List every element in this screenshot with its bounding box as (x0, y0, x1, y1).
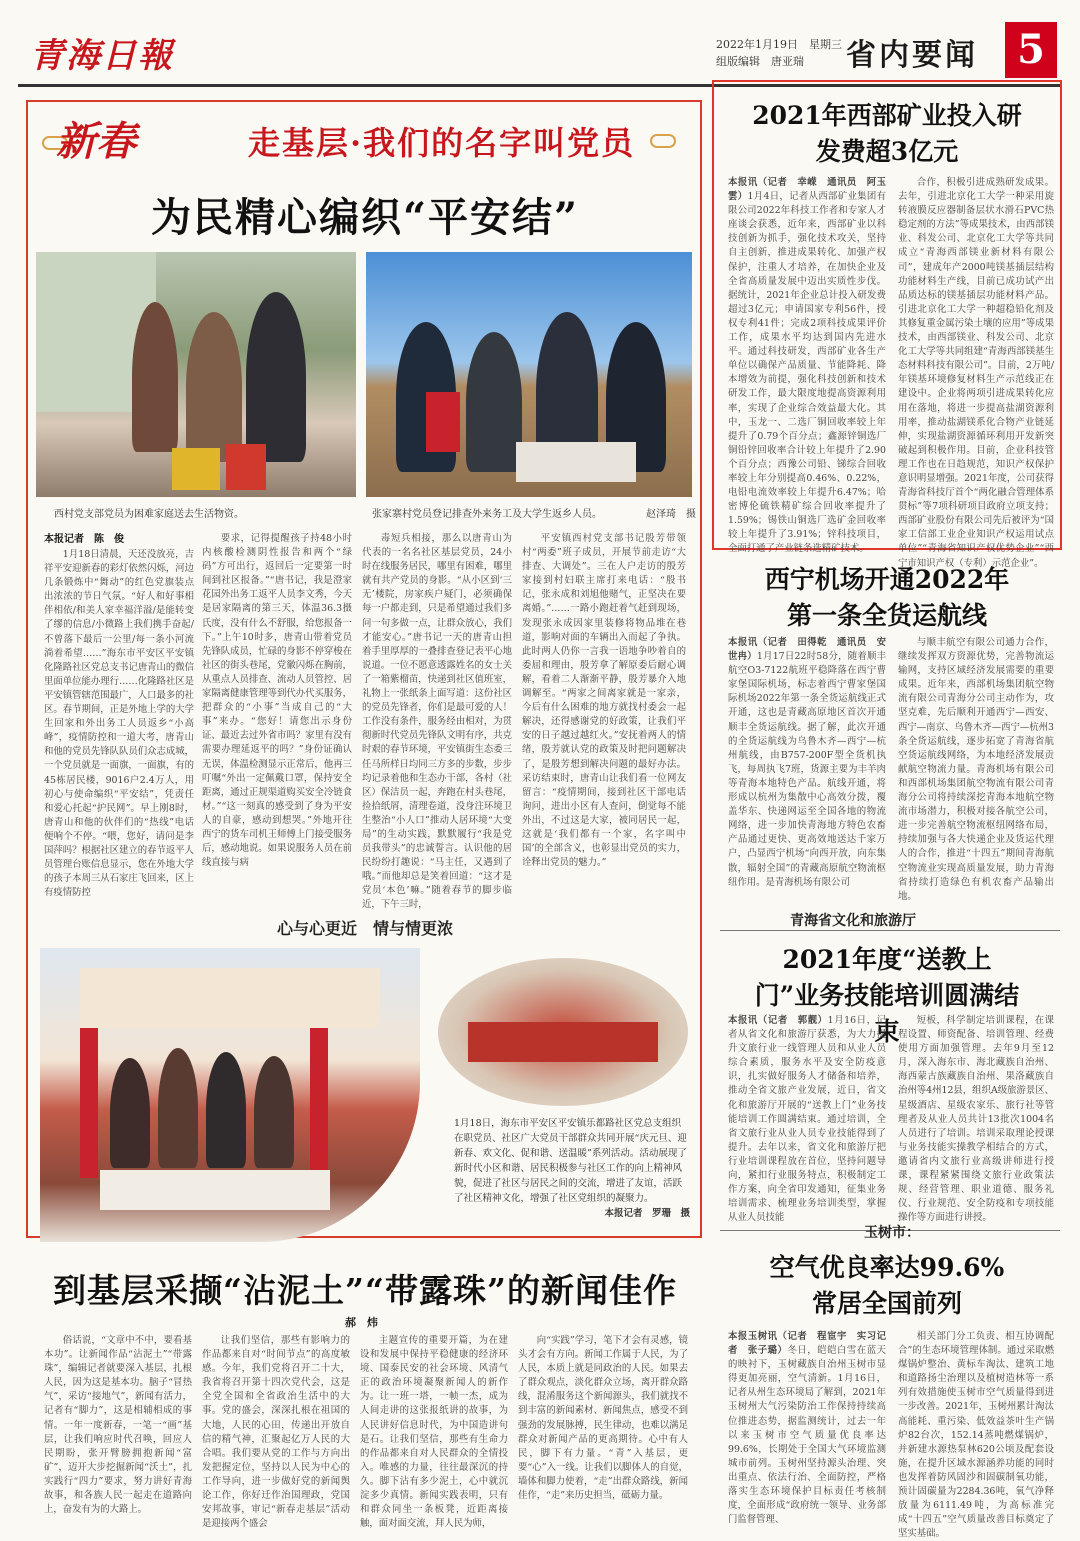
right2-byline: 本报讯（记者 田得乾 通讯员 安世冉） (728, 637, 886, 663)
paragraph: 俗话说，“文章中不中，要看基本功”。让新闻作品“沾泥土”“带露珠”，编辑记者就要深入基层，扎根人民，因为这是基本功。脑子“冒热气”，采访“接地气”，新闻有活力，记者有“脚力”，这是相辅相成的事情。一年一度新春，一笔一“画”基层，让我们响应时代召唤，回应人民期盼，张开臂膀拥抱新闻“富矿”，迈开大步挖掘新闻“沃土”，扎实践行“四力”要求，努力讲好青海故事，和各族人民一起走在道路向上，奋发有为的大路上。 (44, 1335, 192, 1516)
newspaper-logo: 青海日報 (30, 36, 174, 76)
photo-person (186, 312, 242, 462)
photo-person (158, 1048, 198, 1168)
story3-author: 郝 炜 (345, 1316, 378, 1329)
right1-headline: 2021年西部矿业投入研发费超3亿元 (752, 101, 1022, 166)
photo-couplet (310, 1028, 328, 1178)
photo-gift-box (172, 448, 220, 490)
photo-person (254, 1056, 294, 1168)
story1-column (44, 548, 194, 900)
photo-community-event (40, 948, 420, 1242)
paragraph: 主题宣传的重要开篇，为在建设和发展中保持平稳健康的经济环境、国泰民安的社会环境、风清气正的政治环境凝聚新闻人的新作为。让一班一塔，一帧一杰，成为人间走讲的这张报纸讲的故事，为人民讲好信息时代，为中国造讲句是石。让我们坚信，那些有生命力的作品都来自对人民群众的全情投入。唯感的力量，往往最深沉的持久。脚下沾有多少泥土，心中就沉淀多少真情。新闻实践表明，只有和群众同坐一条板凳，近距离接触，面对面交流，拜人民为师， (360, 1335, 508, 1530)
photo-calligraphy (438, 958, 688, 1106)
photo-gift-delivery (36, 252, 356, 497)
photo-person (206, 1052, 246, 1168)
photo-table (516, 442, 636, 482)
right4-kicker: 玉树市： (864, 1225, 920, 1241)
photo-registration (366, 252, 692, 497)
photo-person (110, 1058, 150, 1168)
right3-headline: 2021年度“送教上门”业务技能培训圆满结束 (754, 945, 1020, 1046)
paragraph: 让我们坚信，那些有影响力的作品都来自对“时间节点”的高度敏感。今年，我们党将召开二十大，我省将召开第十四次党代会，这是全党全国和全省政治生活中的大事。党的盛会，深深扎根在祖国的大地，人民的心田，传递出开放自信的精气神，汇聚起亿万人民的大合唱。我们要从党的工作与方向出发把握定位，坚持以人民为中心的工作导向，进一步做好党的新闻舆论工作，你好迁作治国理政，党国安邦故事，审记“新春走基层”活动是迎接两个盛会 (202, 1335, 350, 1530)
paragraph: 冬日，皑皑白雪在蓝天的映衬下，玉树藏族自治州玉树市显得更加亮丽，空气清新。1月16日，记者从州生态环境局了解到，2021年玉树州大气污染防治工作保持持续高位推进态势，据监测统计，过去一年以来玉树市空气质量优良率达99.6%，长期处于全国大气环境监测城市前列。玉树州坚持源头治理、突出重点、依法行治、全面防控，严格落实生态环境保护目标责任考核制度，全面形成“政府统一领导、业务部门监督管理、 (728, 1345, 886, 1526)
story1-byline: 本报记者 陈 俊 (44, 534, 124, 545)
photo-rice-bags (100, 1170, 330, 1210)
photo-couplet (80, 1028, 98, 1178)
story1-headline: 为民精心编织“平安结” (150, 194, 579, 241)
paragraph: 要求，记得提醒孩子持48小时内核酸检测阴性报告和两个“绿码”方可出行，返回后一定要第一时间到社区报备。”“唐书记，我是澄家花园外出务工返平人员李文秀，今天是居家隔离的第三天，体温36.3摄氏度，没有什么不舒服，给您报备一下。”上午10时多，唐青山带着党员先锋队成员，忙碌的身影不停穿梭在社区的街头巷尾，党徽闪烁在胸前，从重点人员排查、流动人员管控、居家隔离健康管理等到代办代买服务，把群众的“小事”当成自己的“大事”来办。“您好！请您出示身份证、最近去过外省市吗？家里有没有需要办理延返平的吗？”身份证确认无误，体温检测显示正常后，他再三叮嘱“外出一定佩戴口罩，保持安全距离，通过正规渠道购买安全冷链食材。”“这一刻真的感受到了身为平安人的自豪，感动到想哭。”外地开往西宁的货车司机王师傅上门接受服务后，感动地说。如果说服务人员在前线直接与病 (202, 533, 353, 869)
masthead (0, 0, 1080, 88)
paragraph: 短板，科学制定培训课程，在课程设置、师资配备、培训管理、经费使用方面加强管理。去年9月至12月，深入海东市、海北藏族自治州、海西蒙古族藏族自治州、果洛藏族自治州等4州12县，组织A级旅游景区、星级酒店、星级农家乐、旅行社等管理者及从业人员共计13批次1004名人员进行了培训。培训采取理论授课与业务技能实操教学相结合的方式，邀请省内文旅行业高级讲师进行授课，课程紧紧围绕文旅行业政策法规、经营管理、职业道德、服务礼仪、行业规范、安全防疫和专项技能操作等方面进行讲授。 (898, 1015, 1054, 1224)
paragraph: 平安镇西村党支部书记殷芳带领村“两委”班子成员，开展节前走访“大排查、大调处”。三在人户走访的殷芳家接到村妇联主席打来电话：“殷书记，张永成和刘旭他赌气，正坚决在要离婚。”……一路小跑赶着气赶到现场，发现张永成因家里装修将物品堆在巷道，影响对面的车辆出入而起了争执。此时两人仍你一言我一语地争吵着自的委屈和理由，殷芳拿了解原委后耐心调解，看着二人渐渐平静，殷芳暴介入地调解至。“两家之间离家就是一家亲，今后有什么困难的地方就找村委会一起解决，还得感谢党的好政策，让我们平安的日子越过越红火。”安抚着两人的情绪，殷芳就认党的政策及时把问题解决了，是殷芳想到解决问题的最好办法。采访结束时，唐青山让我们看一位网友留言：“疫情期间，接到社区干部电话询问，进出小区有人查问，倒觉每不能外出，不过这是大家，被同居民一起，这就是‘我们都有一个家，名字叫中国’的全部含义，也彰显出党员的实力，诠释出党员的魅力。” (522, 533, 686, 869)
right4-column (728, 1330, 886, 1526)
story3-column (202, 1334, 350, 1530)
issue-date: 2022年1月19日 星期三 (716, 38, 842, 51)
photo-gift-box (226, 444, 266, 490)
banner-title-part2: 走基层·我们的名字叫党员 (248, 124, 636, 162)
dateline (716, 36, 842, 70)
story1-photo-caption-right: 张家寨村党员登记排查外来务工及大学生返乡人员。 (372, 509, 602, 520)
paragraph: 1月18日清晨，天还没放亮，吉祥平安迎新春的彩灯依然闪烁，河边几条锻炼中“舞动”的红色党旗装点出浓浓的节日气氛。“好人和好事相伴相依/和美人家幸福洋溢/是能转变了缪的信息/小微路上我们携手奋起/不曾落下最后一公里/每一条小河流淌着希望……”海东市平安区平安镇化隆路社区党总支书记唐青山的微信里面单位能办理行……化隆路社区是平安镇管辖范围最广，人口最多的社区。春节期间，正是外地上学的大学生回家和外出务工人员返乡“小高峰”，疫情防控和一道大考，唐青山和他的党员先锋队队员们众志成城，一个党员就是一面旗，一面旗，有的45栋居民楼，9016户2.4万人，用初心与使命编织“平安结”，凭责任和爱心托起“护民网”。早上刚8时，唐青山和他的伙伴们的“热线”电话便响个不停。“喂，您好，请问是李国萍吗？根据社区建立的春节返平人员管理台账信息显示，您在外地大学的孩子本周三从石家庄飞回来，区上有疫情防控 (44, 549, 195, 899)
photo-person (246, 292, 306, 462)
right4-headline: 空气优良率达99.6%常居全国前列 (769, 1253, 1005, 1318)
story3-column (44, 1334, 192, 1516)
right1-column (728, 176, 886, 555)
story2-subhead: 心与心更近 情与情更浓 (276, 919, 453, 938)
story2-credit: 本报记者 罗珊 摄 (604, 1208, 690, 1219)
photo-red-flag (426, 392, 460, 452)
story1-column (202, 532, 352, 900)
story3-column (360, 1334, 508, 1530)
editor-credit: 组版编辑 唐亚瑞 (716, 55, 804, 68)
photo-person (132, 302, 178, 452)
photo-banner (80, 968, 380, 1028)
paragraph: 1月16日，记者从省文化和旅游厅获悉，为大力提升文旅行业一线管理人员和从业人员综合素质，服务水平及安全防疫意识，扎实做好服务人才储备和培养，推动全省文旅产业发展，近日，省文化和旅游厅开展的“送教上门”业务技能培训工作圆满结束。通过培训，全省文旅行业从业人员专业技能得到了提升。去年以来，省文化和旅游厅把行业培训课程放在首位，坚持问题导向，紧扣行业服务特点，积极制定工作方案，向全省印发通知，征集业务培训需求、梳理业务培训类型，掌握从业人员技能 (728, 1015, 886, 1224)
paragraph: 相关部门分工负责、相互协调配合”的生态环境管理体制。通过采取燃煤锅炉整治、黄标车淘汰、建筑工地和道路扬尘治理以及植树造林等一系列有效措施使玉树市空气质量得到进一步改善。2021年，玉树州累计淘汰高能耗、重污染、低效益茶叶生产锅炉82台次，152.14蒸吨燃煤锅炉，并新建水源热泵林620公顷及配套设施，在提升区域水源涵养功能的同时也发挥着防风固沙和固碳制氧功能，预计固碳量为2284.36吨，氧气净释放量为6111.49吨，为高标准完成“十四五”空气质量改善目标奠定了坚实基础。 (898, 1331, 1054, 1540)
photo-person (466, 332, 522, 472)
right2-headline: 西宁机场开通2022年第一条全货运航线 (764, 565, 1010, 630)
story1-column (522, 532, 686, 900)
story2-caption-text: 1月18日，海东市平安区平安镇乐都路社区党总支组织在职党员、社区广大党员干部群众共同开展“庆元旦、迎新春、欢文化、促和谐、送温暖”系列活动。活动展现了新时代小区和谐、居民积极参与社区工作的向上精神风貌，促进了社区与居民之间的交流，增进了友谊，活跃了社区精神文化，增强了社区党组织的凝聚力。 (454, 1118, 687, 1204)
banner-title-part1: 新春 (56, 118, 136, 165)
story3-column (518, 1334, 688, 1510)
paragraph: 1月4日，记者从西部矿业集团有限公司2022年科技工作者和专家人才座谈会获悉，近年来，西部矿业以科技创新为抓手，强化技术攻关，坚持自主创新，推进成果转化、加强产权保护，注重人才培养，在加快企业及全省高质量发展中迈出实质性步伐。据统计，2021年企业总计投入研发费超过3亿元；申请国家专利56件，授权专利41件；完成2项科技成果评价工作，成果水平均达到国内先进水平。通过科技研发，西部矿业各生产单位以确保产品质量、节能降耗、降本增效为前提，强化科技创新和技术研发工作，最大限度地提高资源利用率，实现了企业综合效益最大化。其中，玉龙一、二选厂铜回收率较上年提升了0.79个百分点；鑫源锌铜选厂铜铅锌回收率合计较上年提升了2.90个百分点；西豫公司铅、锑综合回收率较上年分别提高0.46%、0.22%，电铅电流效率较上年提升6.47%；哈密博伦硫铁精矿综合回收率提升了1.59%；锡铁山铜选厂选矿金回收率较上年提升了3.91%；锌科技项目，全面打通了产业链条选精矿技术。 (728, 191, 886, 555)
divider (720, 930, 1060, 931)
right3-column (728, 1014, 886, 1224)
photo-credit: 赵泽琦 摄 (646, 509, 696, 520)
story3-headline: 到基层采撷“沾泥土”“带露珠”的新闻佳作 (53, 1271, 677, 1310)
paragraph: 向“实践”学习，笔下才会有灵感，镜头才会有方向。新闻工作属于人民，为了人民，本质上就是同政治的人民。如果去了群众观点，淡化群众立场，离开群众路线，混淆服务这个新闻源头，我们就找不到丰富的新闻素材、新闻焦点，感受不到强劲的发展脉搏，民生律动，也难以满足群众对新闻产品的更高期待。心中有人民，脚下有力量。“青”入基层，更要“心”入一线。让我们以脚体人的自觉，墙体和脚力使着，“走”出群众路线，新闻佳作，“走”来历史担当，砥砺力量。 (518, 1335, 688, 1502)
paragraph: 毒短兵相接，那么以唐青山为代表的一名名社区基层党员，24小时在线服务居民，哪里有困难，哪里就有共产党员的身影。“从小区到‘三无’楼院，房家疾户疑门，必须确保每一户都走到，只是希望通过我们多问一句多做一点，让群众放心，我们才能安心。”唐书记一天的唐青山担着手里厚厚的一叠排查登记表平心地说道。一位不愿意透露姓名的女士关了一箱紫榴苗，快递到社区值班室，礼物上一张纸条上面写道：这份社区的党员先锋者，你们是最可爱的人！工作没有条件，服务经由相对，为贯彻新时代党员先锋队文明有序，共克时艰的春节环境，平安镇街生态委三任马所样日均同三方多的步数，步步均记录着他和生态办干部，各村（社区）保洁员一起，奔跑在村头巷尾，捡拾纸屑，清理卷道，没身注环境卫生整治“小人口”推动人居环境“大变局”的生动实践，默默履行“我是党员我带头”的忠诚誓言。认识他的居民纷纷打趣说：“马主任，又遇到了哦。”而他却总是笑着回道：“这才是党员‘本色’嘛。”随着春节的脚步临近，下午三时， (362, 533, 513, 911)
right3-column (898, 1014, 1054, 1224)
photo-couplet (468, 1022, 658, 1062)
paragraph: 与顺丰航空有限公司通力合作，继续发挥双方资源优势，完善物流运输网，支持区域经济发展需要的重要成果。近年来，西部机场集团航空物流有限公司青海分公司主动作为，攻坚克难，先后顺利开通西宁—西安、西宁—南京、乌鲁木齐—西宁—杭州3条全货运航线，逐步拓宽了青海省航空货运航线网络，为本地经济发展贡献航空物流力量。青海机场有限公司和西部机场集团航空物流有限公司青海分公司将持续深挖青海本地航空物流市场潜力，积极对接各航空公司，进一步完善航空物流枢纽网络布局，持续加强与各大快递企业及货运代理人的合作，推进“十四五”期间青海航空物流业实现高质量发展，助力青海省持续打造绿色有机农畜产品输出地。 (898, 637, 1054, 902)
story1-column (362, 532, 513, 911)
story2-caption (454, 1116, 690, 1221)
right4-byline: 本报玉树讯（记者 程宦宇 实习记者 张子璐） (728, 1331, 886, 1357)
right1-column (898, 176, 1054, 569)
right4-column (898, 1330, 1054, 1540)
right3-byline: 本报讯（记者 郭靓） (728, 1015, 828, 1026)
right1-byline: 本报讯（记者 幸嵘 通讯员 阿玉雲） (728, 177, 886, 203)
paragraph: 1月17日22时58分，随着顺丰航空O3-7122航班平稳降落在西宁曹家堡国际机场，标志着西宁曹家堡国际机场2022年第一条全货运航线正式开通，这也是青藏高原地区首次开通顺丰全货运航线。据了解，此次开通的全货运航线为乌鲁木齐—西宁—杭州航线，由B757-200F型全货机执飞，每周执飞7班，货源主要为丰羊肉等青海本地特色产品。航线开通，将形成以杭州为集散中心高效分拨，覆盖华东、快递网运至全国各地的物流网络，进一步加快青海地方特色农畜产品通过更快、更高效地送达千家万户，凸显西宁机场“向西开放，向东集散，辐射全国”的青藏高原航空物流枢纽作用。是青海机场有限公司 (728, 651, 886, 888)
right2-column (728, 636, 886, 924)
story1-photo-caption-left: 西村党支部党员为困难家庭送去生活物资。 (54, 509, 244, 520)
right3-kicker: 青海省文化和旅游厅 (790, 913, 916, 929)
paragraph: 合作，积极引进成熟研发成果。去年，引进北京化工大学一种采用旋转液膜反应器制备层状水滑石PVC热稳定剂的方法”等成果技术，由西部镁业、科发公司、北京化工大学等共同成立“青海西部镁业新材料有限公司”，建成年产2000吨镁基插层结构功能材料生产线，目前已成功试产出品质达标的镁基插层功能材料产品。引进北京化工大学一种超稳铅化剂及其修复重金属污染土壤的应用”等成果技术，由西部镁业、科发公司、北京化工大学等共同组建“青海西部镁基生态材料科技有限公司”。目前，2万吨/年镁基环境修复材料生产示范线正在建设中。企业将两项引进成果转化应用在落地，将进一步提高盐湖资源利用率，推动盐湖镁系化合物产业链延伸，实现盐湖资源循环利用开发新突破起到积极作用。目前，企业科技管理工作也在日趋规范，知识产权保护意识明显增强。2021年度，公司获得青海省科技厅首个“两化融合管理体系贯标”等7项科研项目政府立项支持；西部矿业股份有限公司先后被评为“国家工信部工业企业知识产权运用试点单位”“青海省知识产权优势企业”“西宁市知识产权（专利）示范企业”。 (898, 177, 1054, 569)
cloud-ornament-icon (650, 134, 676, 148)
section-title: 省内要闻 (846, 38, 978, 73)
page-number: 5 (1005, 22, 1057, 78)
right2-column (898, 636, 1054, 924)
banner (40, 106, 690, 170)
